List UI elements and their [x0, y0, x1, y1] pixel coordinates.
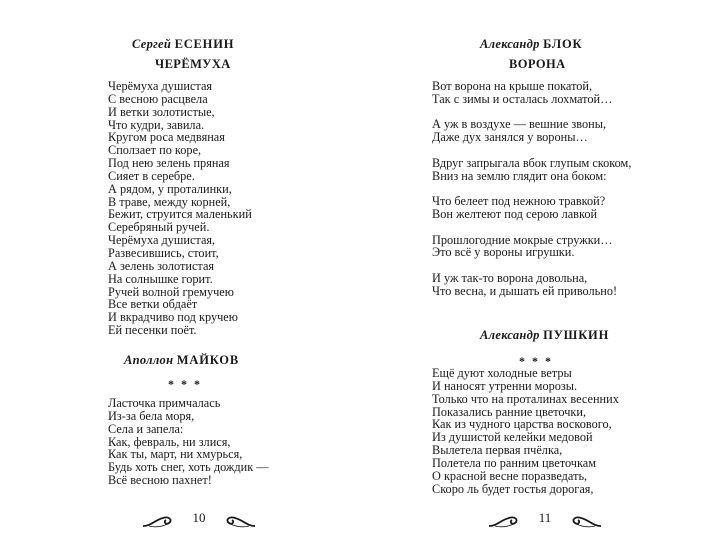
poem-line: Сползает по коре, [108, 143, 202, 158]
stanza-gap [432, 144, 631, 157]
poem-line: Ручей волной гремучею [108, 284, 234, 299]
poem-author-maikov [124, 353, 239, 368]
poem-body-lastochka [108, 397, 269, 487]
poem-title: ЧЕРЁМУХА [155, 57, 231, 71]
poem-line: Из душистой келейки медовой [432, 430, 593, 445]
poem-line: Бежит, струится маленький [108, 207, 252, 222]
poem-line: Так с зимы и осталась лохматой… [432, 91, 613, 106]
poem-line: И уж так-то ворона довольна, [432, 270, 588, 285]
poem-line: И наносят утренни морозы. [432, 378, 578, 393]
poem-line: А уж в воздухе — вешние звоны, [432, 117, 607, 132]
poem-line: Села и запела: [108, 421, 184, 436]
poem-author-esenin [132, 37, 234, 52]
poem-line: Ещё дуют холодные ветры [432, 366, 572, 380]
page-folio-right [485, 504, 605, 534]
poem-line: Все ветки обдаёт [108, 297, 198, 312]
poem-author-blok [480, 37, 582, 52]
poem-line: Вдруг запрыгала вбок глупым скоком, [432, 155, 632, 170]
author-first-name: Аполлон [124, 353, 174, 367]
poem-line: Сияет в серебре. [108, 168, 195, 183]
poem-stars-divider: * * * [519, 354, 553, 368]
poem-author-pushkin [480, 328, 609, 343]
poem-line: Как ты, март, ни хмурься, [108, 447, 243, 462]
poem-line: Кругом роса медвяная [108, 130, 225, 145]
poem-line: Показались ранние цветочки, [432, 404, 587, 419]
poem-line: И вкрадчиво под кручею [108, 310, 238, 325]
poem-line: Развесившись, стоит, [108, 245, 219, 260]
poem-line: О красной весне поразведать, [432, 468, 588, 483]
poem-stars-divider: * * * [168, 377, 202, 391]
poem-title: ВОРОНА [509, 57, 566, 71]
poem-line: Что кудри, завила. [108, 117, 205, 132]
poem-line: Даже дух занялся у вороны… [432, 130, 588, 145]
author-first-name: Александр [480, 37, 540, 51]
right-page [356, 0, 711, 540]
page-folio-left [139, 504, 259, 534]
poem-line: Ласточка примчалась [108, 396, 221, 410]
author-first-name: Сергей [132, 37, 172, 51]
poem-body-cheryomukha [108, 80, 252, 337]
poem-line: Полетела по ранним цветочкам [432, 455, 596, 470]
poem-line: И ветки золотистые, [108, 104, 215, 119]
author-first-name: Александр [480, 328, 540, 342]
poem-line: Под нею зелень пряная [108, 156, 230, 171]
poem-line: Вниз на землю глядит она боком: [432, 168, 607, 183]
poem-line: Вон желтеют под серою лавкой [432, 206, 598, 221]
poem-line: Прошлогодние мокрые стружки… [432, 232, 613, 247]
poem-line: Как из чудного царства воскового, [432, 417, 612, 432]
left-page [0, 0, 355, 540]
poem-line: С весною расцвела [108, 91, 208, 106]
stanza-gap [432, 221, 631, 234]
poem-line: А рядом, у проталинки, [108, 181, 232, 196]
poem-line: Что белеет под нежною травкой? [432, 194, 606, 209]
poem-line: Как, февраль, ни злися, [108, 434, 231, 449]
poem-body-vorona [432, 80, 631, 298]
poem-line: Только что на проталинах весенних [432, 391, 619, 406]
poem-line: Вот ворона на крыше покатой, [432, 79, 593, 93]
poem-line: Вылетела первая пчёлка, [432, 443, 563, 458]
page-number: 10 [192, 510, 206, 525]
poem-line: Всё весною пахнет! [108, 473, 212, 488]
author-last-name: ЕСЕНИН [174, 37, 235, 51]
poem-line: Ей песенки поёт. [108, 323, 197, 338]
poem-line: Из-за бела моря, [108, 408, 195, 423]
poem-line: А зелень золотистая [108, 258, 215, 273]
poem-line: На солнышке горит. [108, 271, 213, 286]
poem-line: Это всё у вороны игрушки. [432, 245, 575, 260]
author-last-name: БЛОК [543, 37, 583, 51]
poem-line: Серебряный ручей. [108, 220, 210, 235]
poem-body-pushkin [432, 367, 619, 495]
poem-line: Черёмуха душистая, [108, 233, 216, 248]
page-number: 11 [538, 510, 552, 525]
poem-line: В траве, между корней, [108, 194, 231, 209]
poem-line: Что весна, и дышать ей привольно! [432, 283, 618, 298]
poem-line: Скоро ль будет гостья дорогая, [432, 481, 594, 496]
author-last-name: ПУШКИН [543, 328, 610, 342]
author-last-name: МАЙКОВ [176, 353, 239, 367]
poem-line: Черёмуха душистая [108, 79, 213, 93]
poem-line: Будь хоть снег, хоть дождик — [108, 460, 269, 475]
